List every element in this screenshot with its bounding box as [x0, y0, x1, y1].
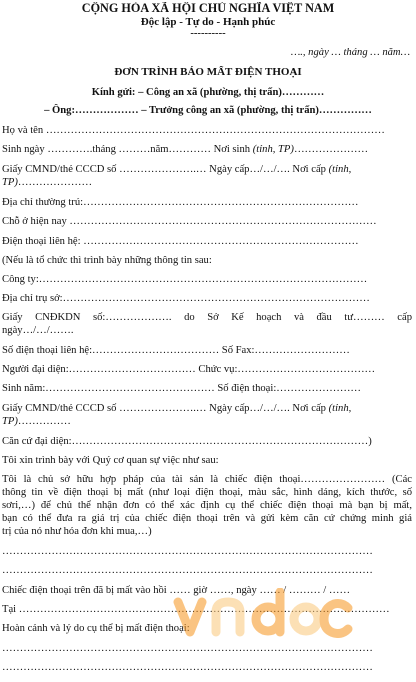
date-line: …., ngày … tháng … năm… — [290, 47, 410, 58]
field-rep-id-card — [0, 402, 416, 415]
field-current-address: Chỗ ở hiện nay …………………………………………………………………………… — [2, 216, 377, 227]
recipient-2: – Ông:……………… – Trưởng công an xã (phường, thị trấn)…………… — [44, 105, 372, 116]
id-card-place-hint-2: TP) — [2, 177, 18, 188]
report-para-line-3: sơri,…) để chủ thể nhận đơn có thể xác định cụ thể chiếc điện thoại mà bạn bị mất, — [2, 500, 412, 511]
field-circumstance: Hoàn cảnh và lý do cụ thể bị mất điện thoại: — [2, 623, 190, 634]
field-id-card — [0, 163, 416, 176]
id-card-place-hint: (tỉnh, — [328, 164, 352, 175]
field-id-card-cont — [0, 176, 416, 189]
birth-label: Sinh ngày ………….tháng ………năm………… Nơi sinh — [2, 144, 253, 155]
national-title: CỘNG HÒA XÃ HỘI CHỦ NGHĨA VIỆT NAM — [81, 2, 335, 15]
field-lost-time: Chiếc điện thoại trên đã bị mất vào hồi …… giờ ……, ngày …… / ……… / …… — [2, 585, 351, 596]
report-para-line-4: bạn có thể đưa ra giá trị của chiếc điện thoại trên và gửi kèm căn cứ chứng minh giá — [2, 513, 412, 524]
report-para-line-1: Tôi là chủ sở hữu hợp pháp của tài sản là chiếc điện thoại…………………… (Các — [2, 474, 412, 485]
field-full-name: Họ và tên …………………………………………………………………………………… — [2, 125, 385, 136]
birth-tail: ………………… — [293, 144, 369, 155]
blank-line-1: …………………………………………………………………………………………… — [2, 546, 373, 557]
id-card-tail: ………………… — [17, 177, 93, 188]
rep-id-card-label: Giấy CMND/thẻ CCCD số ………………….… Ngày cấp…/…/…. Nơi cấp — [2, 403, 329, 414]
report-para-line-2: thông tin về điện thoại bị mất (như loại điện thoại, màu sắc, hình dáng, kích thước, số — [2, 487, 412, 498]
blank-line-3: …………………………………………………………………………………………… — [2, 643, 373, 654]
id-card-label: Giấy CMND/thẻ CCCD số ………………….… Ngày cấp…/…/…. Nơi cấp — [2, 164, 329, 175]
document-title: ĐƠN TRÌNH BÁO MẤT ĐIỆN THOẠI — [114, 66, 302, 78]
motto: Độc lập - Tự do - Hạnh phúc — [140, 16, 276, 28]
vndoc-logo-watermark — [172, 588, 354, 644]
rep-id-card-place-hint: (tỉnh, — [328, 403, 352, 414]
birth-place-hint: (tỉnh, TP) — [252, 144, 294, 155]
field-phone: Điện thoại liên hệ: …………………………………………………………………… — [2, 236, 359, 247]
field-representative: Người đại diện:……………………………… Chức vụ:………………………………… — [2, 364, 376, 375]
field-company-phone-fax: Số điện thoại liên hệ:……………………………… Số Fax:……………………… — [2, 345, 350, 356]
field-lost-place: Tại …………………………………………………………………………………………… — [2, 604, 390, 615]
field-residence: Địa chỉ thường trú:…………………………………………………………………… — [2, 197, 359, 208]
field-business-license: Giấy CNĐKDN số:………………. do Sở Kế hoạch và đầu tư……… cấp — [2, 312, 412, 323]
rep-id-card-tail: …………… — [17, 416, 71, 427]
report-intro: Tôi xin trình bày với Quý cơ quan sự việc như sau: — [2, 455, 219, 466]
motto-rule: ---------- — [190, 28, 226, 39]
blank-line-4: …………………………………………………………………………………………… — [2, 662, 373, 673]
field-birth — [0, 143, 416, 156]
field-representation-basis: Căn cứ đại diện:…………………………………………………………………………) — [2, 436, 372, 447]
rep-id-card-place-hint-2: TP) — [2, 416, 18, 427]
field-company-address: Địa chỉ trụ sở:…………………………………………………………………………… — [2, 293, 370, 304]
field-business-license-date: ngày…/…/……. — [2, 325, 74, 336]
field-rep-birth: Sinh năm:………………………………………… Số điện thoại:…………………… — [2, 383, 362, 394]
field-company: Công ty:………………………………………………………………………………… — [2, 274, 368, 285]
field-rep-id-card-cont — [0, 415, 416, 428]
organization-note: (Nếu là tổ chức thì trình bày những thông tin sau: — [2, 255, 212, 266]
recipient-1: Kính gửi: – Công an xã (phường, thị trấn)………… — [91, 87, 325, 98]
report-para-line-5: trị của nó như hóa đơn khi mua,…) — [2, 526, 152, 537]
blank-line-2: …………………………………………………………………………………………… — [2, 565, 373, 576]
